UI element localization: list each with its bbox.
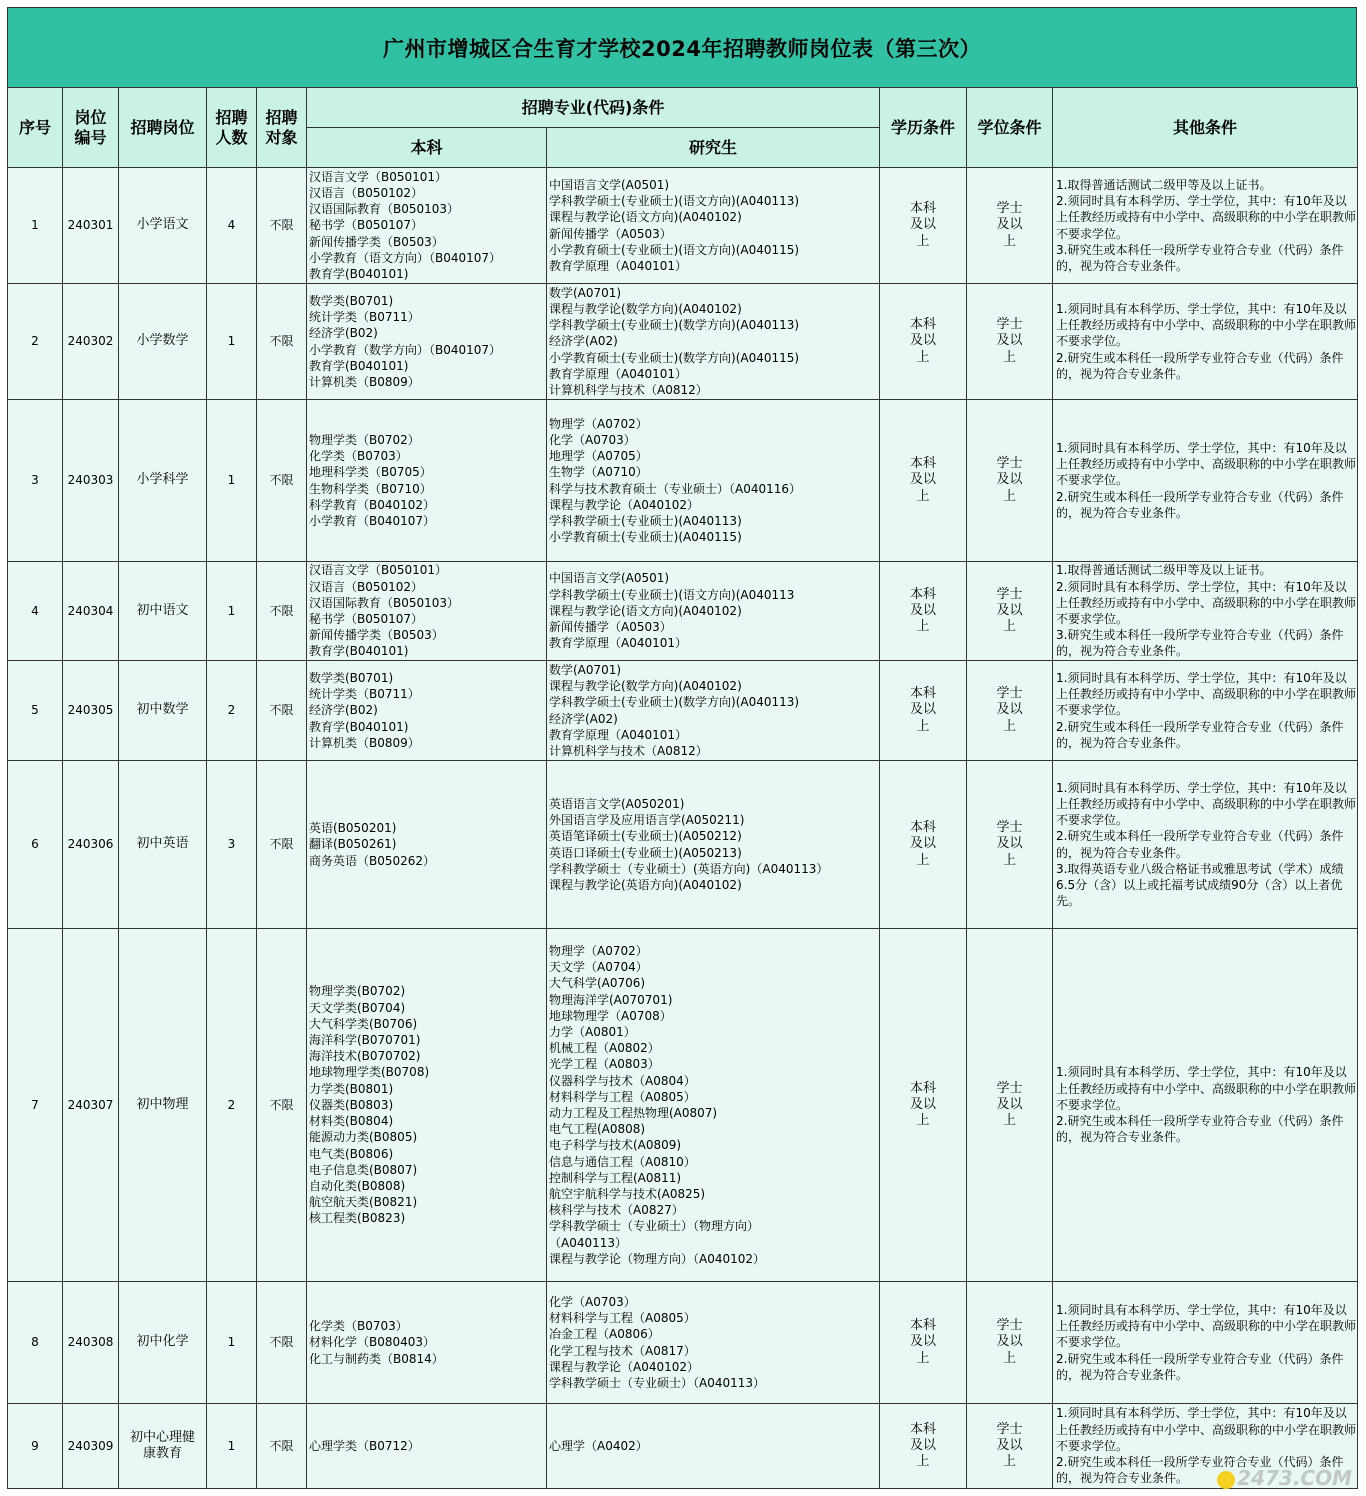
- cell-grad: [547, 168, 880, 284]
- cell-degree: 学士及以上: [967, 1282, 1053, 1404]
- cell-grad-item: 英语笔译硕士(专业硕士)(A050212): [549, 829, 742, 844]
- cell-target: 不限: [257, 168, 307, 284]
- cell-grad-item: 中国语言文学(A0501): [549, 177, 670, 192]
- cell-undergrad-item: 物理学类(B0702): [309, 984, 406, 999]
- cell-undergrad-item: 核工程类(B0823): [309, 1211, 406, 1226]
- cell-grad-item: 计算机科学与技术（A0812）: [549, 743, 708, 758]
- cell-code: 240309: [63, 1404, 119, 1489]
- cell-degree: 学士及以上: [967, 562, 1053, 661]
- cell-undergrad-item: 英语(B050201): [309, 821, 397, 836]
- cell-grad-item: 物理海洋学(A070701): [549, 992, 673, 1007]
- cell-grad-item: 小学教育硕士(专业硕士)(数学方向)(A040115): [549, 350, 800, 365]
- cell-undergrad-item: 计算机类（B0809）: [309, 374, 420, 389]
- cell-code: 240304: [63, 562, 119, 661]
- header-seq: 序号: [8, 88, 63, 168]
- cell-grad: [547, 661, 880, 761]
- cell-undergrad-item: 材料类(B0804): [309, 1114, 394, 1129]
- cell-grad-item: 学科教学硕士（专业硕士）（A040113）: [549, 1375, 766, 1390]
- cell-grad-item: 信息与通信工程（A0810）: [549, 1154, 696, 1169]
- cell-code: 240301: [63, 168, 119, 284]
- cell-grad: [547, 1282, 880, 1404]
- cell-grad-item: 新闻传播学（A0503）: [549, 620, 672, 635]
- cell-count: 2: [207, 929, 257, 1282]
- cell-target: 不限: [257, 284, 307, 400]
- cell-count: 1: [207, 284, 257, 400]
- cell-undergrad: [307, 661, 547, 761]
- cell-other: [1053, 761, 1358, 929]
- recruitment-sheet: [7, 7, 1357, 1489]
- cell-undergrad-item: 商务英语（B050262）: [309, 853, 436, 868]
- cell-other-item: 2.研究生或本科任一段所学专业符合专业（代码）条件的，视为符合专业条件。: [1056, 489, 1344, 520]
- cell-grad-item: 教育学原理（A040101）: [549, 636, 688, 651]
- cell-code: 240306: [63, 761, 119, 929]
- cell-grad: [547, 761, 880, 929]
- cell-grad-item: 机械工程（A0802）: [549, 1041, 660, 1056]
- cell-undergrad-item: 统计学类（B0711）: [309, 310, 420, 325]
- cell-undergrad-item: 小学教育（语文方向）（B040107）: [309, 250, 502, 265]
- header-major: 招聘专业(代码)条件: [307, 88, 880, 128]
- cell-other: [1053, 1282, 1358, 1404]
- cell-undergrad-item: 经济学(B02): [309, 703, 378, 718]
- table-row: [8, 562, 1358, 661]
- cell-grad-item: 课程与教学论(英语方向)(A040102): [549, 877, 742, 892]
- cell-grad-item: 新闻传播学（A0503）: [549, 226, 672, 241]
- cell-degree: 学士及以上: [967, 400, 1053, 562]
- cell-grad-item: 经济学(A02): [549, 334, 618, 349]
- cell-count: 2: [207, 661, 257, 761]
- cell-grad-item: 数学(A0701): [549, 285, 622, 300]
- cell-grad-item: 生物学（A0710）: [549, 465, 648, 480]
- cell-grad-item: 中国语言文学(A0501): [549, 571, 670, 586]
- cell-grad-item: 小学教育硕士(专业硕士)(A040115): [549, 530, 742, 545]
- cell-other-item: 2.研究生或本科任一段所学专业符合专业（代码）条件的，视为符合专业条件。: [1056, 1455, 1344, 1486]
- cell-other-item: 2.研究生或本科任一段所学专业符合专业（代码）条件的，视为符合专业条件。: [1056, 1114, 1344, 1145]
- cell-grad-item: 数学(A0701): [549, 662, 622, 677]
- cell-education: 本科及以上: [880, 168, 967, 284]
- cell-grad-item: 课程与教学论（A040102）: [549, 497, 700, 512]
- cell-grad-item: 仪器科学与技术（A0804）: [549, 1073, 696, 1088]
- cell-count: 4: [207, 168, 257, 284]
- cell-undergrad-item: 汉语国际教育（B050103）: [309, 595, 460, 610]
- cell-grad-item: 化学（A0703）: [549, 1294, 636, 1309]
- cell-count: 1: [207, 1404, 257, 1489]
- cell-seq: 6: [8, 761, 63, 929]
- cell-code: 240308: [63, 1282, 119, 1404]
- cell-education: 本科及以上: [880, 284, 967, 400]
- cell-grad-item: （A040113）: [549, 1235, 628, 1250]
- cell-seq: 7: [8, 929, 63, 1282]
- cell-education: 本科及以上: [880, 1404, 967, 1489]
- cell-other: [1053, 929, 1358, 1282]
- cell-other-item: 1.须同时具有本科学历、学士学位，其中：有10年及以上任教经历或持有中小学中、高级职称的中小学在职教师不要求学位。: [1056, 301, 1357, 349]
- cell-undergrad-item: 小学教育（B040107）: [309, 513, 436, 528]
- cell-undergrad-item: 电气类(B0806): [309, 1146, 394, 1161]
- cell-other-item: 1.须同时具有本科学历、学士学位，其中：有10年及以上任教经历或持有中小学中、高级职称的中小学在职教师不要求学位。: [1056, 1406, 1357, 1453]
- cell-seq: 2: [8, 284, 63, 400]
- cell-grad: [547, 929, 880, 1282]
- cell-degree: 学士及以上: [967, 761, 1053, 929]
- cell-other-item: 1.取得普通话测试二级甲等及以上证书。: [1056, 563, 1272, 578]
- cell-grad-item: 光学工程（A0803）: [549, 1057, 660, 1072]
- table-row: [8, 929, 1358, 1282]
- cell-grad-item: 课程与教学论（A040102）: [549, 1359, 700, 1374]
- cell-undergrad-item: 化学类（B0703）: [309, 449, 408, 464]
- cell-undergrad-item: 数学类(B0701): [309, 670, 394, 685]
- cell-target: 不限: [257, 661, 307, 761]
- cell-code: 240305: [63, 661, 119, 761]
- cell-undergrad: [307, 761, 547, 929]
- cell-grad-item: 冶金工程（A0806）: [549, 1327, 660, 1342]
- cell-seq: 3: [8, 400, 63, 562]
- cell-undergrad-item: 仪器类(B0803): [309, 1097, 394, 1112]
- cell-grad-item: 学科教学硕士（专业硕士）(英语方向)（A040113）: [549, 861, 829, 876]
- cell-seq: 5: [8, 661, 63, 761]
- cell-other-item: 1.取得普通话测试二级甲等及以上证书。: [1056, 177, 1272, 192]
- cell-grad-item: 地球物理学（A0708）: [549, 1008, 672, 1023]
- cell-grad-item: 教育学原理（A040101）: [549, 258, 688, 273]
- watermark-text: 2473.COM: [1237, 1466, 1352, 1490]
- cell-grad-item: 大气科学(A0706): [549, 976, 646, 991]
- cell-grad: [547, 1404, 880, 1489]
- cell-other-item: 1.须同时具有本科学历、学士学位，其中：有10年及以上任教经历或持有中小学中、高级职称的中小学在职教师不要求学位。: [1056, 780, 1357, 828]
- cell-degree: 学士及以上: [967, 661, 1053, 761]
- cell-undergrad-item: 秘书学（B050107）: [309, 612, 424, 626]
- cell-grad-item: 教育学原理（A040101）: [549, 366, 688, 381]
- cell-post: 初中心理健康教育: [119, 1404, 207, 1489]
- cell-other-item: 2.研究生或本科任一段所学专业符合专业（代码）条件的，视为符合专业条件。: [1056, 350, 1344, 381]
- cell-target: 不限: [257, 562, 307, 661]
- cell-education: 本科及以上: [880, 1282, 967, 1404]
- cell-grad-item: 课程与教学论(数学方向)(A040102): [549, 679, 742, 694]
- cell-post: 初中语文: [119, 562, 207, 661]
- cell-count: 3: [207, 761, 257, 929]
- cell-grad-item: 学科教学硕士(专业硕士)(数学方向)(A040113): [549, 695, 800, 710]
- header-degree: 学位条件: [967, 88, 1053, 168]
- cell-count: 1: [207, 1282, 257, 1404]
- cell-undergrad-item: 材料化学（B080403）: [309, 1335, 436, 1350]
- cell-degree: 学士及以上: [967, 1404, 1053, 1489]
- cell-undergrad-item: 教育学(B040101): [309, 644, 409, 659]
- cell-post: 小学语文: [119, 168, 207, 284]
- cell-education: 本科及以上: [880, 929, 967, 1282]
- cell-other-item: 2.研究生或本科任一段所学专业符合专业（代码）条件的，视为符合专业条件。: [1056, 1351, 1344, 1382]
- cell-seq: 4: [8, 562, 63, 661]
- cell-other: [1053, 284, 1358, 400]
- cell-other-item: 2.须同时具有本科学历、学士学位，其中：有10年及以上任教经历或持有中小学中、高级职称的中小学在职教师不要求学位。: [1056, 579, 1357, 626]
- cell-grad-item: 科学与技术教育硕士（专业硕士）（A040116）: [549, 481, 802, 496]
- cell-grad-item: 英语语言文学(A050201): [549, 796, 685, 811]
- table-row: [8, 284, 1358, 400]
- table-row: [8, 1282, 1358, 1404]
- cell-grad-item: 课程与教学论(语文方向)(A040102): [549, 603, 742, 618]
- cell-undergrad-item: 小学教育（数学方向）（B040107）: [309, 342, 502, 357]
- cell-other-item: 1.须同时具有本科学历、学士学位，其中：有10年及以上任教经历或持有中小学中、高级职称的中小学在职教师不要求学位。: [1056, 1302, 1357, 1350]
- cell-other: [1053, 400, 1358, 562]
- cell-other-item: 2.须同时具有本科学历、学士学位，其中：有10年及以上任教经历或持有中小学中、高级职称的中小学在职教师不要求学位。: [1056, 194, 1357, 241]
- sheet-title: 广州市增城区合生育才学校2024年招聘教师岗位表（第三次）: [7, 7, 1357, 87]
- header-code: 岗位编号: [63, 88, 119, 168]
- cell-grad-item: 学科教学硕士(专业硕士)(A040113): [549, 513, 742, 528]
- table-row: [8, 661, 1358, 761]
- cell-undergrad: [307, 284, 547, 400]
- cell-grad-item: 外国语言学及应用语言学(A050211): [549, 813, 745, 828]
- cell-undergrad-item: 汉语言文学（B050101）: [309, 169, 448, 184]
- cell-grad-item: 化学工程与技术（A0817）: [549, 1343, 696, 1358]
- cell-grad-item: 控制科学与工程(A0811): [549, 1170, 682, 1185]
- cell-target: 不限: [257, 929, 307, 1282]
- cell-undergrad-item: 统计学类（B0711）: [309, 687, 420, 702]
- cell-grad-item: 教育学原理（A040101）: [549, 727, 688, 742]
- cell-grad-item: 课程与教学论(数学方向)(A040102): [549, 301, 742, 316]
- cell-post: 初中英语: [119, 761, 207, 929]
- cell-grad: [547, 562, 880, 661]
- table-body: [8, 168, 1358, 1489]
- cell-undergrad-item: 科学教育（B040102）: [309, 497, 436, 512]
- cell-degree: 学士及以上: [967, 168, 1053, 284]
- cell-target: 不限: [257, 1282, 307, 1404]
- cell-undergrad-item: 地理科学类（B0705）: [309, 465, 432, 480]
- cell-other-item: 3.取得英语专业八级合格证书或雅思考试（学术）成绩6.5分（含）以上或托福考试成绩90分（含）以上者优先。: [1056, 861, 1344, 909]
- table-row: [8, 1404, 1358, 1489]
- cell-undergrad-item: 化工与制药类（B0814）: [309, 1351, 444, 1366]
- cell-grad-item: 化学（A0703）: [549, 432, 636, 447]
- header-other: 其他条件: [1053, 88, 1358, 168]
- cell-other-item: 3.研究生或本科任一段所学专业符合专业（代码）条件的，视为符合专业条件。: [1056, 628, 1344, 659]
- cell-other-item: 1.须同时具有本科学历、学士学位，其中：有10年及以上任教经历或持有中小学中、高级职称的中小学在职教师不要求学位。: [1056, 670, 1357, 718]
- cell-undergrad-item: 数学类(B0701): [309, 293, 394, 308]
- cell-degree: 学士及以上: [967, 284, 1053, 400]
- cell-undergrad-item: 翻译(B050261): [309, 837, 397, 852]
- cell-other: [1053, 661, 1358, 761]
- header-education: 学历条件: [880, 88, 967, 168]
- cell-undergrad-item: 汉语国际教育（B050103）: [309, 202, 460, 217]
- cell-other-item: 1.须同时具有本科学历、学士学位，其中：有10年及以上任教经历或持有中小学中、高级职称的中小学在职教师不要求学位。: [1056, 1065, 1357, 1112]
- cell-grad-item: 学科教学硕士（专业硕士）（物理方向）: [549, 1219, 760, 1234]
- cell-undergrad-item: 天文学类(B0704): [309, 1000, 406, 1015]
- cell-undergrad-item: 力学类(B0801): [309, 1081, 394, 1096]
- cell-education: 本科及以上: [880, 661, 967, 761]
- cell-other-item: 2.研究生或本科任一段所学专业符合专业（代码）条件的，视为符合专业条件。: [1056, 719, 1344, 750]
- cell-grad-item: 物理学（A0702）: [549, 416, 648, 431]
- cell-target: 不限: [257, 1404, 307, 1489]
- cell-undergrad: [307, 168, 547, 284]
- cell-education: 本科及以上: [880, 562, 967, 661]
- cell-grad-item: 小学教育硕士(专业硕士)(语文方向)(A040115): [549, 242, 800, 257]
- cell-undergrad-item: 教育学(B040101): [309, 358, 409, 373]
- cell-code: 240307: [63, 929, 119, 1282]
- cell-grad-item: 核科学与技术（A0827）: [549, 1203, 684, 1218]
- cell-target: 不限: [257, 400, 307, 562]
- cell-grad-item: 地理学（A0705）: [549, 449, 648, 464]
- cell-target: 不限: [257, 761, 307, 929]
- cell-undergrad: [307, 562, 547, 661]
- cell-other-item: 2.研究生或本科任一段所学专业符合专业（代码）条件的，视为符合专业条件。: [1056, 829, 1344, 860]
- cell-grad-item: 电子科学与技术(A0809): [549, 1138, 682, 1153]
- cell-undergrad-item: 新闻传播学类（B0503）: [309, 628, 444, 643]
- header-count: 招聘人数: [207, 88, 257, 168]
- cell-undergrad-item: 经济学(B02): [309, 326, 378, 341]
- cell-grad-item: 心理学（A0402）: [549, 1438, 648, 1453]
- cell-grad-item: 电气工程(A0808): [549, 1122, 646, 1137]
- cell-grad-item: 学科教学硕士(专业硕士)(语文方向)(A040113: [549, 587, 795, 602]
- cell-count: 1: [207, 400, 257, 562]
- cell-undergrad-item: 教育学(B040101): [309, 267, 409, 281]
- cell-grad-item: 天文学（A0704）: [549, 960, 648, 975]
- cell-undergrad-item: 汉语言文学（B050101）: [309, 563, 448, 578]
- cell-grad-item: 计算机科学与技术（A0812）: [549, 383, 708, 397]
- cell-grad-item: 学科教学硕士(专业硕士)(数学方向)(A040113): [549, 318, 800, 333]
- cell-other: [1053, 168, 1358, 284]
- cell-undergrad-item: 新闻传播学类（B0503）: [309, 234, 444, 249]
- smiley-icon: [1217, 1471, 1235, 1489]
- cell-undergrad: [307, 1404, 547, 1489]
- cell-grad-item: 材料科学与工程（A0805）: [549, 1311, 696, 1326]
- cell-undergrad-item: 海洋技术(B070702): [309, 1049, 421, 1064]
- cell-education: 本科及以上: [880, 761, 967, 929]
- cell-post: 初中数学: [119, 661, 207, 761]
- table-row: [8, 168, 1358, 284]
- cell-undergrad-item: 心理学类（B0712）: [309, 1438, 420, 1453]
- header-grad: 研究生: [547, 128, 880, 168]
- cell-undergrad-item: 电子信息类(B0807): [309, 1162, 418, 1177]
- recruitment-table: [7, 87, 1358, 1489]
- cell-grad-item: 航空宇航科学与技术(A0825): [549, 1187, 706, 1202]
- cell-grad: [547, 400, 880, 562]
- cell-undergrad-item: 教育学(B040101): [309, 719, 409, 734]
- cell-grad-item: 课程与教学论(语文方向)(A040102): [549, 210, 742, 225]
- cell-code: 240302: [63, 284, 119, 400]
- cell-other: [1053, 562, 1358, 661]
- cell-undergrad-item: 汉语言（B050102）: [309, 579, 424, 594]
- header-post: 招聘岗位: [119, 88, 207, 168]
- watermark: [1217, 1466, 1352, 1490]
- cell-undergrad-item: 计算机类（B0809）: [309, 735, 420, 750]
- cell-undergrad-item: 秘书学（B050107）: [309, 218, 424, 233]
- cell-post: 小学科学: [119, 400, 207, 562]
- cell-seq: 8: [8, 1282, 63, 1404]
- table-row: [8, 761, 1358, 929]
- cell-grad-item: 力学（A0801）: [549, 1024, 636, 1039]
- cell-undergrad-item: 化学类（B0703）: [309, 1319, 408, 1334]
- cell-undergrad-item: 海洋科学(B070701): [309, 1033, 421, 1048]
- cell-seq: 1: [8, 168, 63, 284]
- cell-post: 小学数学: [119, 284, 207, 400]
- cell-grad-item: 材料科学与工程（A0805）: [549, 1089, 696, 1104]
- cell-post: 初中化学: [119, 1282, 207, 1404]
- cell-grad-item: 学科教学硕士(专业硕士)(语文方向)(A040113): [549, 194, 800, 209]
- cell-undergrad: [307, 929, 547, 1282]
- cell-count: 1: [207, 562, 257, 661]
- cell-undergrad-item: 物理学类（B0702）: [309, 432, 420, 447]
- cell-undergrad-item: 地球物理学类(B0708): [309, 1065, 430, 1080]
- cell-grad-item: 物理学（A0702）: [549, 943, 648, 958]
- cell-undergrad-item: 自动化类(B0808): [309, 1178, 406, 1193]
- cell-undergrad-item: 生物科学类（B0710）: [309, 481, 432, 496]
- cell-degree: 学士及以上: [967, 929, 1053, 1282]
- cell-undergrad-item: 大气科学类(B0706): [309, 1016, 418, 1031]
- cell-grad-item: 经济学(A02): [549, 711, 618, 726]
- cell-grad-item: 课程与教学论（物理方向）（A040102）: [549, 1251, 766, 1266]
- cell-other-item: 1.须同时具有本科学历、学士学位，其中：有10年及以上任教经历或持有中小学中、高级职称的中小学在职教师不要求学位。: [1056, 440, 1357, 488]
- cell-education: 本科及以上: [880, 400, 967, 562]
- table-row: [8, 400, 1358, 562]
- cell-undergrad: [307, 1282, 547, 1404]
- cell-undergrad-item: 能源动力类(B0805): [309, 1130, 418, 1145]
- cell-grad-item: 英语口译硕士(专业硕士)(A050213): [549, 845, 742, 860]
- header-target: 招聘对象: [257, 88, 307, 168]
- cell-undergrad-item: 航空航天类(B0821): [309, 1195, 418, 1210]
- cell-seq: 9: [8, 1404, 63, 1489]
- cell-post: 初中物理: [119, 929, 207, 1282]
- header-undergrad: 本科: [307, 128, 547, 168]
- cell-other-item: 3.研究生或本科任一段所学专业符合专业（代码）条件的，视为符合专业条件。: [1056, 242, 1344, 273]
- cell-undergrad-item: 汉语言（B050102）: [309, 185, 424, 200]
- cell-grad-item: 动力工程及工程热物理(A0807): [549, 1106, 718, 1120]
- cell-code: 240303: [63, 400, 119, 562]
- cell-undergrad: [307, 400, 547, 562]
- cell-grad: [547, 284, 880, 400]
